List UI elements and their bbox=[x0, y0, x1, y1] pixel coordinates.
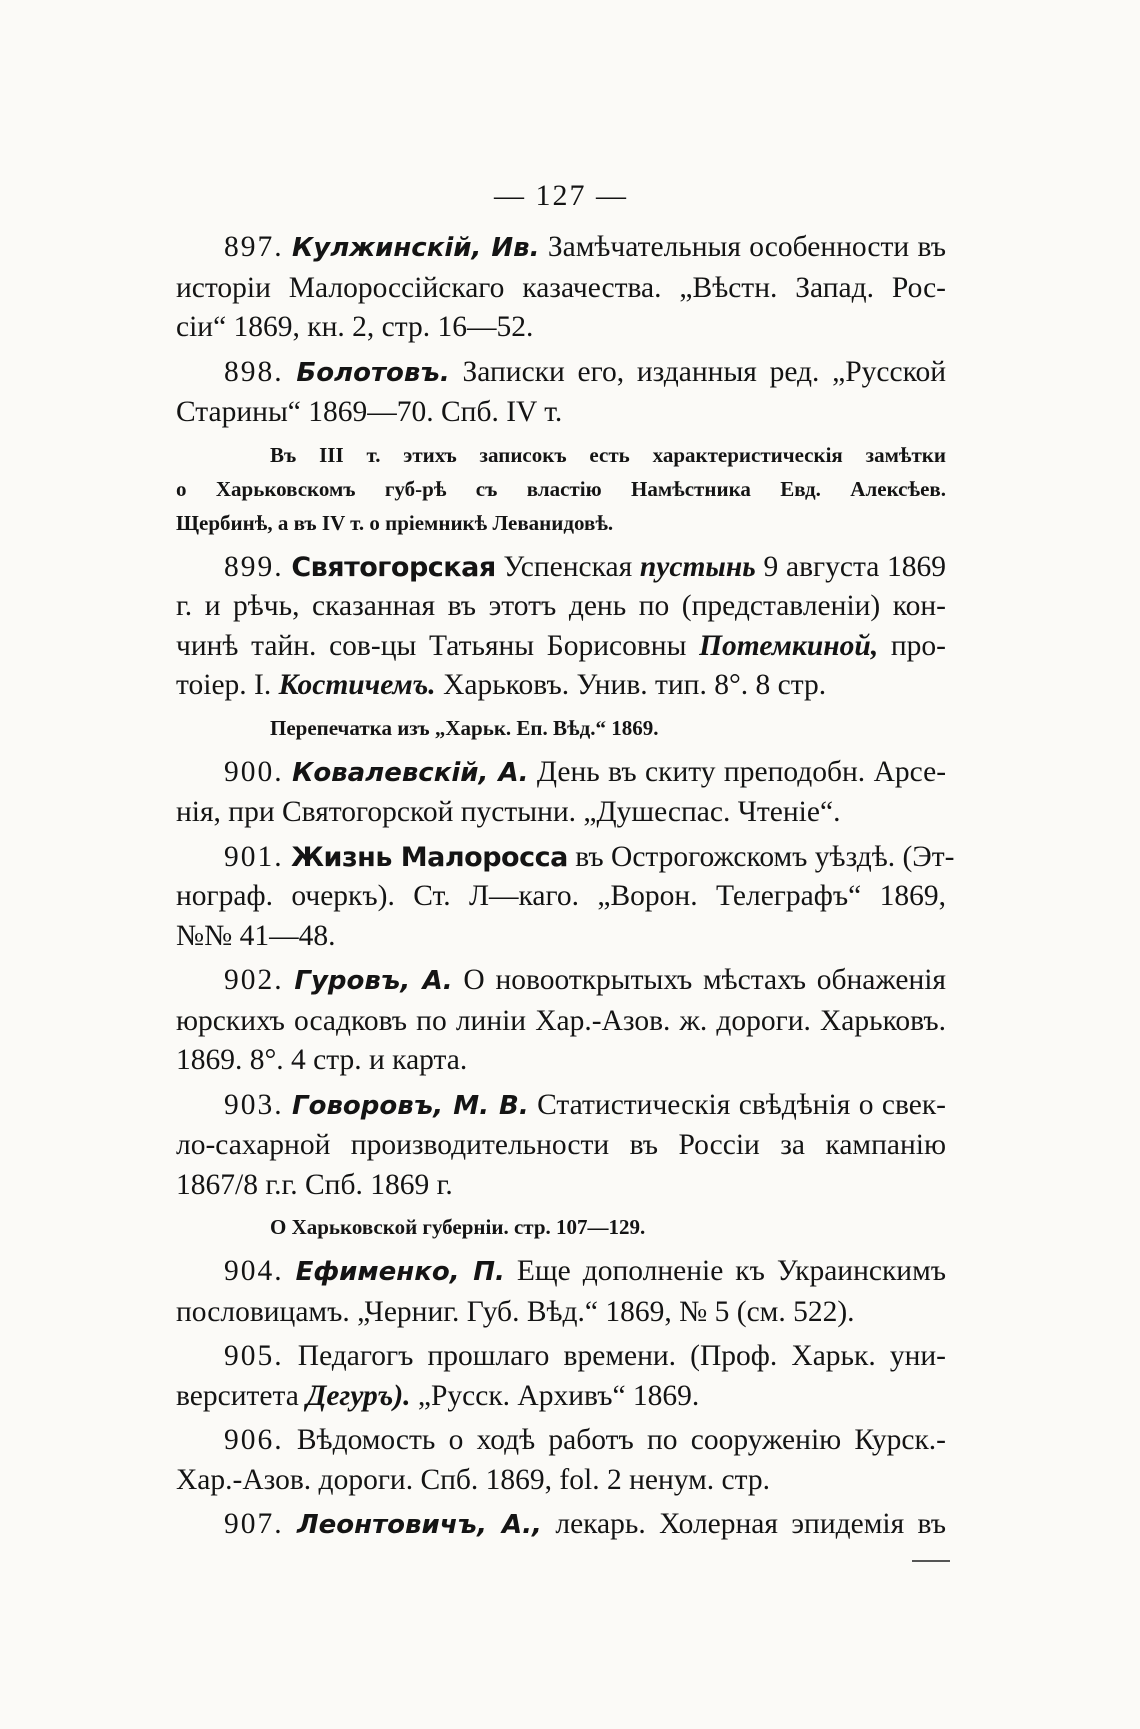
entry-text: тоіер. І. bbox=[176, 669, 272, 701]
text-block bbox=[176, 176, 955, 1551]
note-line: Щербинѣ, а въ IV т. о пріемникѣ Леванидовѣ. bbox=[176, 510, 614, 535]
entry-text-italic: Потемкиной, bbox=[699, 629, 879, 662]
entry-text-italic: Костичемъ. bbox=[278, 669, 436, 701]
entry-line bbox=[176, 961, 946, 1002]
entry-line bbox=[176, 838, 955, 878]
entry-text: Харьковъ. Унив. тип. 8°. 8 стр. bbox=[443, 669, 827, 701]
entry-line: исторіи Малороссійскаго казачества. „Вѣстн. Запад. Рос- bbox=[176, 271, 946, 304]
entry-text: лекарь. Холерная эпидемія въ bbox=[555, 1508, 947, 1540]
entry-text: „Русск. Архивъ“ 1869. bbox=[417, 1379, 700, 1412]
entry-text: О новооткрытыхъ мѣстахъ обнаженія bbox=[463, 964, 946, 996]
entry-text: День въ скиту преподобн. Арсе- bbox=[536, 755, 947, 788]
entry-line: нія, при Святогорской пустыни. „Душеспас. Чтеніе“. bbox=[176, 796, 841, 828]
entry-text: чинѣ тайн. сов-цы Татьяны Борисовны bbox=[176, 629, 687, 662]
entry-title: Святогорская bbox=[291, 551, 496, 583]
entry-number: 899. bbox=[224, 550, 284, 583]
entry-text: Успенская bbox=[503, 550, 633, 583]
entry-line bbox=[176, 1337, 946, 1377]
entry-number: 903. bbox=[224, 1088, 284, 1121]
entry-text: Педагогъ прошлаго времени. (Проф. Харьк. уни- bbox=[297, 1340, 946, 1372]
note-line: Въ III т. этихъ записокъ есть характеристическія замѣтки bbox=[270, 442, 946, 467]
note-899: Перепечатка изъ „Харьк. Еп. Вѣд.“ 1869. bbox=[270, 715, 659, 740]
entry-line bbox=[176, 1377, 946, 1417]
entry-line: Хар.-Азов. дороги. Спб. 1869, fol. 2 ненум. стр. bbox=[176, 1463, 770, 1496]
entry-text: Замѣчательныя особенности въ bbox=[547, 231, 946, 263]
entry-number: 900. bbox=[224, 755, 284, 788]
entry-text: въ Острогожскомъ уѣздѣ. (Эт- bbox=[575, 840, 955, 873]
entry-line: юрскихъ осадковъ по линіи Хар.-Азов. ж. дороги. Харьковъ. bbox=[176, 1004, 946, 1037]
entry-number: 902. bbox=[224, 964, 284, 996]
entry-line: 1867/8 г.г. Спб. 1869 г. bbox=[176, 1168, 453, 1201]
entry-text: Записки его, изданныя ред. „Русской bbox=[462, 355, 946, 388]
entry-906 bbox=[176, 1421, 946, 1500]
entry-line bbox=[176, 1252, 946, 1293]
entry-text: 9 августа 1869 bbox=[763, 550, 947, 583]
entry-title: Жизнь Малоросса bbox=[291, 841, 568, 873]
entry-902 bbox=[176, 961, 946, 1081]
entry-author: Болотовъ. bbox=[296, 357, 450, 388]
entry-number: 898. bbox=[224, 355, 284, 388]
entry-line bbox=[176, 228, 946, 269]
entry-text: Статистическія свѣдѣнія о свек- bbox=[537, 1088, 946, 1121]
entry-author: Кулжинскій, Ив. bbox=[292, 233, 540, 263]
entry-line: пословицамъ. „Черниг. Губ. Вѣд.“ 1869, № 5 (см. 522). bbox=[176, 1295, 855, 1328]
entry-900 bbox=[176, 753, 946, 833]
note-903: О Харьковской губерніи. стр. 107—129. bbox=[270, 1215, 646, 1239]
entry-text-italic: пустынь bbox=[639, 550, 756, 583]
entry-line: сіи“ 1869, кн. 2, стр. 16—52. bbox=[176, 311, 534, 343]
entry-text-italic: Дегуръ). bbox=[306, 1379, 411, 1412]
entry-904 bbox=[176, 1252, 946, 1332]
entry-author: Ефименко, П. bbox=[295, 1257, 505, 1287]
catchword-rule bbox=[912, 1560, 950, 1562]
entry-line bbox=[176, 666, 946, 706]
note-line: о Харьковскомъ губ-рѣ съ властію Намѣстника Евд. Алексѣев. bbox=[176, 476, 946, 501]
entry-897 bbox=[176, 228, 946, 348]
entry-number: 901. bbox=[224, 840, 284, 873]
page-number: — 127 — bbox=[494, 179, 628, 212]
entry-number: 897. bbox=[224, 231, 284, 263]
entry-line: нограф. очеркъ). Ст. Л—каго. „Ворон. Телеграфъ“ 1869, bbox=[176, 880, 946, 912]
entry-author: Леонтовичъ, А., bbox=[297, 1510, 542, 1540]
entry-line: ло-сахарной производительности въ Россіи за кампанію bbox=[176, 1129, 946, 1161]
entry-author: Говоровъ, М. В. bbox=[292, 1090, 529, 1121]
entry-line: 1869. 8°. 4 стр. и карта. bbox=[176, 1044, 468, 1076]
entry-898 bbox=[176, 353, 946, 433]
entry-line bbox=[176, 1421, 946, 1461]
entry-line bbox=[176, 548, 946, 588]
entry-line bbox=[176, 627, 946, 667]
entry-text: про- bbox=[890, 629, 947, 662]
entry-905 bbox=[176, 1337, 946, 1416]
entry-text: Еще дополненіе къ Украинскимъ bbox=[516, 1255, 947, 1287]
entry-number: 904. bbox=[224, 1255, 284, 1287]
entry-line: Старины“ 1869—70. Спб. IV т. bbox=[176, 396, 563, 428]
entry-line bbox=[176, 753, 946, 794]
note-898 bbox=[176, 438, 946, 540]
entry-line: №№ 41—48. bbox=[176, 919, 336, 952]
entry-author: Ковалевскій, А. bbox=[292, 757, 529, 788]
entry-899 bbox=[176, 548, 946, 706]
entry-text: Вѣдомость о ходѣ работъ по сооруженію Курск.- bbox=[296, 1424, 946, 1456]
entry-line bbox=[176, 1086, 946, 1127]
entry-number: 906. bbox=[224, 1424, 284, 1456]
entry-text: верситета bbox=[176, 1379, 299, 1412]
entry-number: 907. bbox=[224, 1508, 284, 1540]
entry-line: г. и рѣчь, сказанная въ этотъ день по (представленіи) кон- bbox=[176, 590, 946, 622]
entry-901 bbox=[176, 838, 955, 957]
entry-author: Гуровъ, А. bbox=[294, 966, 453, 996]
entry-number: 905. bbox=[224, 1340, 284, 1372]
entry-line bbox=[176, 1505, 946, 1546]
entry-907 bbox=[176, 1505, 946, 1546]
entry-line bbox=[176, 353, 946, 394]
entry-903 bbox=[176, 1086, 946, 1206]
